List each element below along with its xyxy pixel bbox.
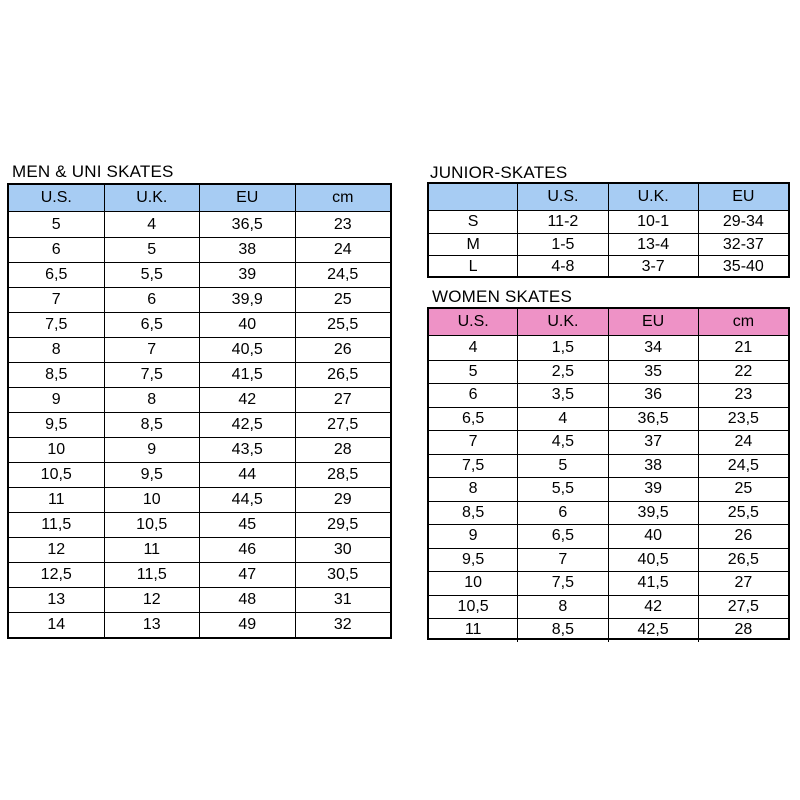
table-cell: 40 (608, 525, 698, 548)
men-table-title: MEN & UNI SKATES (12, 162, 174, 181)
table-cell: 26,5 (295, 363, 391, 387)
women-size-table (427, 307, 790, 640)
table-cell: 5,5 (104, 263, 200, 287)
table-cell: 11 (104, 538, 200, 562)
table-cell: 4 (104, 212, 200, 237)
table-cell: 29 (295, 488, 391, 512)
table-cell: 40,5 (608, 549, 698, 572)
table-row (9, 287, 390, 312)
table-cell: 13 (47, 591, 66, 608)
table-cell: 9,5 (462, 550, 485, 568)
table-row (9, 212, 390, 237)
table-cell: 4 (468, 338, 478, 356)
table-row (9, 362, 390, 387)
table-cell: 5 (51, 215, 61, 233)
table-cell: 11,5 (104, 563, 200, 587)
table-cell: 41,5 (199, 363, 295, 387)
table-row (429, 571, 788, 595)
table-cell: 7,5 (462, 456, 485, 474)
table-cell: 1,5 (517, 336, 607, 360)
table-cell: 39,9 (199, 288, 295, 312)
women-header-row (429, 309, 788, 336)
table-cell: 27 (295, 388, 391, 412)
junior-table-title: JUNIOR-SKATES (430, 163, 568, 182)
table-cell: 5 (468, 362, 478, 380)
column-header: EU (199, 185, 295, 211)
table-cell: 24 (698, 431, 788, 454)
table-cell: 5,5 (517, 478, 607, 501)
table-cell: 7,5 (517, 572, 607, 595)
table-row (429, 407, 788, 431)
table-cell: 30,5 (295, 563, 391, 587)
table-cell: 36,5 (608, 408, 698, 431)
table-row (429, 618, 788, 642)
table-row (429, 454, 788, 478)
table-cell: 9 (104, 438, 200, 462)
table-cell: 9 (468, 527, 478, 545)
column-header: cm (698, 309, 788, 335)
table-cell: 24,5 (295, 263, 391, 287)
table-cell: 42 (199, 388, 295, 412)
table-cell: 38 (199, 238, 295, 262)
women-table-body (429, 336, 788, 642)
table-cell: 35 (608, 361, 698, 384)
table-cell: 6,5 (517, 525, 607, 548)
table-row (429, 255, 788, 277)
table-cell: 6,5 (462, 409, 485, 427)
table-cell: 27,5 (698, 596, 788, 619)
table-row (429, 211, 788, 233)
table-row (9, 337, 390, 362)
table-row (429, 360, 788, 384)
table-cell: 4-8 (517, 256, 607, 277)
table-cell: 10,5 (457, 597, 489, 615)
table-cell: 38 (608, 455, 698, 478)
table-cell: 25,5 (698, 502, 788, 525)
table-cell: 30 (295, 538, 391, 562)
table-cell: 8 (104, 388, 200, 412)
table-cell: 39 (608, 478, 698, 501)
table-row (429, 524, 788, 548)
table-row (429, 595, 788, 619)
table-row (429, 336, 788, 360)
table-row (429, 477, 788, 501)
table-cell: L (468, 257, 478, 275)
table-cell: 23 (295, 212, 391, 237)
table-cell: 27 (698, 572, 788, 595)
table-cell: 5 (517, 455, 607, 478)
table-cell: 8,5 (462, 503, 485, 521)
table-cell: 36 (608, 384, 698, 407)
table-cell: 9,5 (104, 463, 200, 487)
table-cell: 49 (199, 613, 295, 637)
table-cell: 28,5 (295, 463, 391, 487)
junior-header-row (429, 184, 788, 211)
table-cell: 26 (698, 525, 788, 548)
table-cell: 10-1 (608, 211, 698, 233)
table-row (9, 237, 390, 262)
table-cell: 6,5 (45, 266, 68, 283)
table-cell: 8,5 (517, 619, 607, 642)
table-cell: 28 (698, 619, 788, 642)
table-cell: 26,5 (698, 549, 788, 572)
table-cell: M (466, 235, 480, 253)
table-cell: 27,5 (295, 413, 391, 437)
table-cell: 4,5 (517, 431, 607, 454)
table-cell: 8 (468, 480, 478, 498)
table-row (429, 548, 788, 572)
table-cell: 42,5 (608, 619, 698, 642)
column-header: U.K. (517, 309, 607, 335)
table-cell: 11 (47, 491, 65, 508)
table-cell: 43,5 (199, 438, 295, 462)
table-cell: 2,5 (517, 361, 607, 384)
table-cell: 41,5 (608, 572, 698, 595)
table-cell: 25 (698, 478, 788, 501)
table-cell: 7 (51, 291, 61, 308)
table-row (9, 312, 390, 337)
table-row (429, 233, 788, 255)
table-cell: 26 (295, 338, 391, 362)
table-cell: 8 (517, 596, 607, 619)
table-cell: 22 (698, 361, 788, 384)
men-size-table (7, 183, 392, 639)
table-cell: 7,5 (104, 363, 200, 387)
table-cell: 9 (51, 391, 61, 408)
table-cell: 13-4 (608, 234, 698, 255)
table-cell: 3-7 (608, 256, 698, 277)
table-cell: 4 (517, 408, 607, 431)
column-header: U.S. (9, 185, 104, 211)
table-cell: S (467, 213, 479, 230)
table-cell: 25,5 (295, 313, 391, 337)
table-cell: 44 (199, 463, 295, 487)
men-table-body (9, 212, 390, 637)
table-row (9, 512, 390, 537)
table-cell: 3,5 (517, 384, 607, 407)
junior-table-body (429, 211, 788, 277)
table-row (9, 262, 390, 287)
table-cell: 7 (468, 433, 478, 451)
column-header: U.S. (517, 184, 607, 210)
table-cell: 29,5 (295, 513, 391, 537)
table-cell: 12,5 (40, 566, 72, 583)
table-cell: 10 (464, 574, 483, 592)
table-row (9, 612, 390, 637)
column-header: U.K. (608, 184, 698, 210)
table-cell: 9,5 (45, 416, 68, 433)
table-cell: 40 (199, 313, 295, 337)
table-cell: 6 (517, 502, 607, 525)
table-cell: 8,5 (104, 413, 200, 437)
table-cell: 25 (295, 288, 391, 312)
table-cell: 37 (608, 431, 698, 454)
table-cell: 12 (104, 588, 200, 612)
table-cell: 23 (698, 384, 788, 407)
table-cell: 8,5 (45, 366, 68, 383)
table-cell: 42,5 (199, 413, 295, 437)
table-cell: 29-34 (698, 211, 788, 233)
table-cell: 11,5 (41, 516, 72, 533)
table-cell: 35-40 (698, 256, 788, 277)
table-cell: 7,5 (45, 316, 68, 333)
men-header-row (9, 185, 390, 212)
table-row (9, 562, 390, 587)
table-cell: 14 (47, 616, 66, 633)
table-cell: 36,5 (199, 212, 295, 237)
table-cell: 6 (51, 241, 61, 258)
column-header (429, 184, 517, 210)
table-cell: 11-2 (517, 211, 607, 233)
table-cell: 42 (608, 596, 698, 619)
table-cell: 10,5 (40, 466, 72, 483)
table-cell: 44,5 (199, 488, 295, 512)
column-header: U.S. (429, 309, 517, 335)
table-cell: 13 (104, 613, 200, 637)
table-cell: 40,5 (199, 338, 295, 362)
table-cell: 39 (199, 263, 295, 287)
table-cell: 28 (295, 438, 391, 462)
table-row (9, 487, 390, 512)
table-cell: 34 (608, 336, 698, 360)
table-cell: 11 (464, 621, 482, 639)
table-cell: 7 (517, 549, 607, 572)
column-header: EU (698, 184, 788, 210)
table-row (9, 387, 390, 412)
table-row (9, 412, 390, 437)
column-header: U.K. (104, 185, 200, 211)
table-cell: 48 (199, 588, 295, 612)
table-cell: 24 (295, 238, 391, 262)
table-row (9, 537, 390, 562)
column-header: cm (295, 185, 391, 211)
table-cell: 10 (104, 488, 200, 512)
table-cell: 7 (104, 338, 200, 362)
table-cell: 10 (47, 441, 66, 458)
table-cell: 6,5 (104, 313, 200, 337)
table-cell: 23,5 (698, 408, 788, 431)
table-cell: 47 (199, 563, 295, 587)
table-cell: 6 (104, 288, 200, 312)
table-row (9, 462, 390, 487)
women-table-title: WOMEN SKATES (432, 287, 572, 306)
table-cell: 39,5 (608, 502, 698, 525)
table-row (429, 501, 788, 525)
table-cell: 10,5 (104, 513, 200, 537)
table-row (9, 587, 390, 612)
table-row (9, 437, 390, 462)
table-cell: 5 (104, 238, 200, 262)
table-row (429, 383, 788, 407)
table-cell: 6 (468, 386, 478, 404)
table-row (429, 430, 788, 454)
table-cell: 46 (199, 538, 295, 562)
column-header: EU (608, 309, 698, 335)
table-cell: 1-5 (517, 234, 607, 255)
table-cell: 12 (47, 541, 66, 558)
table-cell: 21 (698, 336, 788, 360)
table-cell: 8 (51, 341, 61, 358)
table-cell: 32 (295, 613, 391, 637)
table-cell: 24,5 (698, 455, 788, 478)
table-cell: 31 (295, 588, 391, 612)
table-cell: 32-37 (698, 234, 788, 255)
table-cell: 45 (199, 513, 295, 537)
junior-size-table (427, 182, 790, 278)
